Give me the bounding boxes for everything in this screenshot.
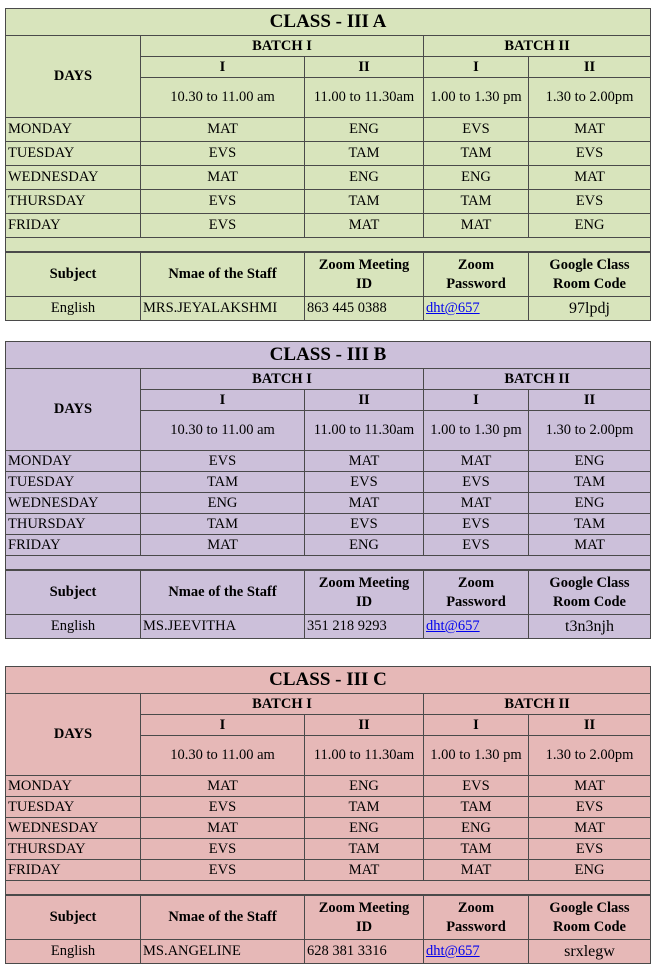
subject-cell: MAT [529, 535, 651, 556]
batch-1-header: BATCH I [141, 694, 424, 715]
subject-cell: EVS [529, 190, 651, 214]
class-title: CLASS - III C [6, 667, 651, 694]
batch-1-header: BATCH I [141, 369, 424, 390]
subject-cell: TAM [305, 142, 424, 166]
subject-cell: EVS [141, 142, 305, 166]
table-row [6, 839, 651, 860]
subject-cell: MAT [141, 118, 305, 142]
day-name: WEDNESDAY [6, 818, 141, 839]
staff-header: Nmae of the Staff [141, 253, 305, 297]
table-row [6, 797, 651, 818]
subject-cell: ENG [141, 493, 305, 514]
days-header: DAYS [6, 369, 141, 451]
day-name: TUESDAY [6, 472, 141, 493]
time-slot: 10.30 to 11.00 am [141, 411, 305, 451]
day-name: WEDNESDAY [6, 493, 141, 514]
table-row [6, 190, 651, 214]
subject-cell: TAM [141, 472, 305, 493]
period-header: I [141, 715, 305, 736]
subject-cell: TAM [305, 797, 424, 818]
staff-header: Nmae of the Staff [141, 896, 305, 940]
period-header: II [529, 715, 651, 736]
subject-cell: MAT [529, 166, 651, 190]
class-iii-a-table [5, 8, 651, 252]
period-header: I [141, 57, 305, 78]
period-header: II [305, 390, 424, 411]
day-name: FRIDAY [6, 860, 141, 881]
zoom-meeting-id: 863 445 0388 [305, 297, 424, 321]
google-classroom-header: Google Class Room Code [529, 896, 651, 940]
subject-cell: ENG [305, 535, 424, 556]
class-iii-b-section [5, 341, 650, 639]
day-name: FRIDAY [6, 535, 141, 556]
class-iii-b-table [5, 341, 651, 570]
subject-value: English [6, 940, 141, 964]
table-row [6, 118, 651, 142]
subject-cell: ENG [305, 818, 424, 839]
zoom-id-header: Zoom Meeting ID [305, 896, 424, 940]
subject-header: Subject [6, 896, 141, 940]
subject-cell: MAT [141, 818, 305, 839]
day-name: WEDNESDAY [6, 166, 141, 190]
spacer [6, 556, 651, 570]
subject-cell: EVS [141, 190, 305, 214]
subject-cell: TAM [424, 190, 529, 214]
subject-cell: TAM [529, 472, 651, 493]
subject-cell: MAT [529, 118, 651, 142]
period-header: II [305, 715, 424, 736]
day-name: MONDAY [6, 118, 141, 142]
class-iii-a-info-table [5, 252, 651, 321]
time-slot: 1.30 to 2.00pm [529, 78, 651, 118]
subject-cell: MAT [141, 166, 305, 190]
table-row [6, 818, 651, 839]
time-slot: 10.30 to 11.00 am [141, 736, 305, 776]
subject-cell: EVS [141, 839, 305, 860]
period-header: I [424, 715, 529, 736]
subject-cell: ENG [305, 166, 424, 190]
staff-name: MS.ANGELINE [141, 940, 305, 964]
period-header: I [424, 57, 529, 78]
subject-cell: MAT [141, 535, 305, 556]
zoom-id-header: Zoom Meeting ID [305, 571, 424, 615]
batch-1-header: BATCH I [141, 36, 424, 57]
subject-cell: EVS [424, 472, 529, 493]
subject-cell: TAM [305, 190, 424, 214]
time-slot: 11.00 to 11.30am [305, 736, 424, 776]
zoom-password-link[interactable]: dht@657 [426, 300, 480, 316]
class-iii-a-section [5, 8, 650, 321]
zoom-password-header: Zoom Password [424, 896, 529, 940]
subject-cell: EVS [141, 860, 305, 881]
subject-header: Subject [6, 571, 141, 615]
subject-cell: EVS [305, 472, 424, 493]
subject-cell: MAT [305, 860, 424, 881]
day-name: TUESDAY [6, 797, 141, 818]
class-title: CLASS - III B [6, 342, 651, 369]
batch-2-header: BATCH II [424, 36, 651, 57]
subject-cell: EVS [141, 214, 305, 238]
zoom-password-link[interactable]: dht@657 [426, 618, 480, 634]
zoom-meeting-id: 628 381 3316 [305, 940, 424, 964]
subject-cell: ENG [424, 818, 529, 839]
batch-2-header: BATCH II [424, 694, 651, 715]
google-classroom-code: 97lpdj [529, 297, 651, 321]
google-classroom-header: Google Class Room Code [529, 253, 651, 297]
table-row [6, 451, 651, 472]
period-header: I [424, 390, 529, 411]
period-header: I [141, 390, 305, 411]
day-name: MONDAY [6, 776, 141, 797]
table-row [6, 472, 651, 493]
subject-cell: ENG [529, 860, 651, 881]
subject-cell: MAT [424, 451, 529, 472]
subject-cell: MAT [424, 860, 529, 881]
subject-cell: TAM [424, 839, 529, 860]
table-row [6, 535, 651, 556]
staff-name: MS.JEEVITHA [141, 615, 305, 639]
time-slot: 10.30 to 11.00 am [141, 78, 305, 118]
table-row [6, 142, 651, 166]
staff-name: MRS.JEYALAKSHMI [141, 297, 305, 321]
subject-cell: MAT [305, 214, 424, 238]
subject-cell: EVS [529, 797, 651, 818]
class-title: CLASS - III A [6, 9, 651, 36]
subject-cell: EVS [141, 451, 305, 472]
subject-cell: ENG [305, 776, 424, 797]
period-header: II [529, 390, 651, 411]
table-row [6, 493, 651, 514]
table-row [6, 166, 651, 190]
day-name: THURSDAY [6, 839, 141, 860]
subject-cell: TAM [305, 839, 424, 860]
subject-cell: MAT [305, 493, 424, 514]
google-classroom-header: Google Class Room Code [529, 571, 651, 615]
subject-cell: ENG [529, 451, 651, 472]
subject-cell: TAM [141, 514, 305, 535]
day-name: THURSDAY [6, 514, 141, 535]
subject-cell: MAT [424, 214, 529, 238]
subject-cell: MAT [141, 776, 305, 797]
period-header: II [529, 57, 651, 78]
zoom-meeting-id: 351 218 9293 [305, 615, 424, 639]
time-slot: 1.00 to 1.30 pm [424, 78, 529, 118]
period-header: II [305, 57, 424, 78]
time-slot: 1.00 to 1.30 pm [424, 736, 529, 776]
google-classroom-code: srxlegw [529, 940, 651, 964]
zoom-id-header: Zoom Meeting ID [305, 253, 424, 297]
day-name: FRIDAY [6, 214, 141, 238]
zoom-password-header: Zoom Password [424, 253, 529, 297]
subject-cell: EVS [424, 776, 529, 797]
table-row [6, 860, 651, 881]
subject-cell: EVS [529, 839, 651, 860]
time-slot: 11.00 to 11.30am [305, 411, 424, 451]
subject-cell: EVS [424, 118, 529, 142]
table-row [6, 214, 651, 238]
subject-cell: TAM [424, 797, 529, 818]
day-name: THURSDAY [6, 190, 141, 214]
subject-value: English [6, 297, 141, 321]
spacer [6, 881, 651, 895]
class-iii-c-info-table [5, 895, 651, 964]
zoom-password-link[interactable]: dht@657 [426, 943, 480, 959]
subject-cell: EVS [424, 535, 529, 556]
table-row [6, 514, 651, 535]
day-name: TUESDAY [6, 142, 141, 166]
subject-cell: EVS [305, 514, 424, 535]
spacer [6, 238, 651, 252]
subject-value: English [6, 615, 141, 639]
subject-cell: TAM [529, 514, 651, 535]
days-header: DAYS [6, 694, 141, 776]
subject-cell: EVS [141, 797, 305, 818]
subject-cell: EVS [424, 514, 529, 535]
table-row [6, 776, 651, 797]
google-classroom-code: t3n3njh [529, 615, 651, 639]
staff-header: Nmae of the Staff [141, 571, 305, 615]
subject-cell: TAM [424, 142, 529, 166]
day-name: MONDAY [6, 451, 141, 472]
time-slot: 1.30 to 2.00pm [529, 411, 651, 451]
class-iii-b-info-table [5, 570, 651, 639]
subject-header: Subject [6, 253, 141, 297]
batch-2-header: BATCH II [424, 369, 651, 390]
subject-cell: ENG [529, 214, 651, 238]
time-slot: 11.00 to 11.30am [305, 78, 424, 118]
subject-cell: MAT [529, 818, 651, 839]
subject-cell: ENG [305, 118, 424, 142]
subject-cell: ENG [424, 166, 529, 190]
class-iii-c-section [5, 666, 650, 964]
zoom-password-header: Zoom Password [424, 571, 529, 615]
subject-cell: MAT [305, 451, 424, 472]
subject-cell: ENG [529, 493, 651, 514]
time-slot: 1.00 to 1.30 pm [424, 411, 529, 451]
subject-cell: EVS [529, 142, 651, 166]
subject-cell: MAT [529, 776, 651, 797]
subject-cell: MAT [424, 493, 529, 514]
days-header: DAYS [6, 36, 141, 118]
class-iii-c-table [5, 666, 651, 895]
time-slot: 1.30 to 2.00pm [529, 736, 651, 776]
